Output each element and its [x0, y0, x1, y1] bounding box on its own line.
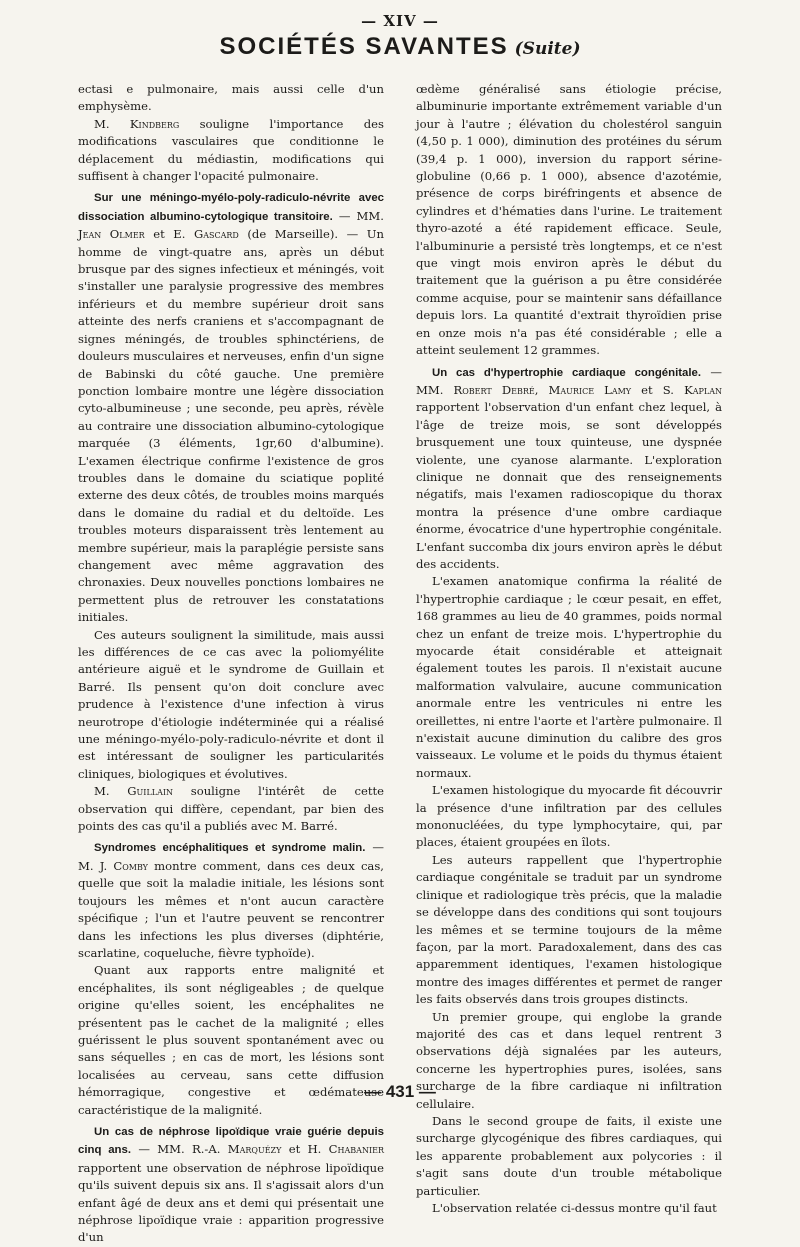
right-column [416, 81, 722, 1217]
paragraph-text: (de Marseille). — Un homme de vingt-quatre ans, après un début brusque par des signes infectieux et méningés, voit s'installer une paralysie progressive des membres inférieurs et du membre supérieur droit sans atteinte des nerfs craniens et s'accompagnant de signes méningés, de troubles sphinctériens, de douleurs musculaires et nerveuses, enfin d'un signe de Babinski du côté gauche. Une première ponction lombaire montre une légère dissociation cyto-albumineuse ; une seconde, peu après, révèle au contraire une dissociation albumino-cytologique marquée (3 éléments, 1gr,60 d'albumine). L'examen électrique confirme l'existence de gros troubles dans le domaine du sciatique poplité externe des deux côtés, de troubles moins marqués dans le domaine du radial et du deltoïde. Les troubles moteurs disparaissent très lentement au membre supérieur, mais la paraplégie persiste sans changement avec même aggravation des chronaxies. Deux nouvelles ponctions lombaires ne permettent plus de retrouver les constatations initiales. [78, 227, 384, 625]
paragraph-text: rapportent l'observation d'un enfant chez lequel, à l'âge de treize mois, se sont développés brusquement une toux quinteuse, une dyspnée violente, une cyanose alarmante. L'exploration clinique ne donnait que des renseignements négatifs, mais l'examen radioscopique du thorax montra la présence d'une ombre cardiaque énorme, évocatrice d'une hypertrophie congénitale. L'enfant succomba dix jours environ après le début des accidents. [416, 400, 722, 571]
author-name: Jean Olmer [78, 227, 145, 242]
author-name: H. Chabanier [307, 1142, 384, 1157]
author-name: S. Kaplan [662, 382, 722, 397]
journal-section-title [0, 33, 800, 63]
section-title-suffix: (Suite) [514, 39, 581, 59]
page-roman-number: — XIV — [361, 12, 439, 30]
section-heading: Syndromes encéphalitiques et syndrome malin. [94, 842, 366, 855]
paragraph [78, 783, 384, 835]
paragraph-text: souligne l'importance des modifications vasculaires que conditionne le déplacement du médiastin, modifications qui suffisent à changer l'opacité pulmonaire. [78, 116, 384, 184]
section-entry: Sur une méningo-myélo-poly-radiculo-névrite avec dissociation albumino-cytologique transitoire. — MM. Jean Olmer et E. Gascard (de Marseille). — Un homme de vingt-quatre ans, après un début brusque par des signes infectieux et méningés, voit s'installer une paralysie progressive des membres inférieurs et du membre supérieur droit sans atteinte des nerfs craniens et s'accompagnant de signes méningés, de troubles sphinctériens, de douleurs musculaires et nerveuses, enfin d'un signe de Babinski du côté gauche. Une première ponction lombaire montre une légère dissociation cyto-albumineuse ; une seconde, peu après, révèle au contraire une dissociation albumino-cytologique marquée (3 éléments, 1gr,60 d'albumine). L'examen électrique confirme l'existence de gros troubles dans le domaine du sciatique poplité externe des deux côtés, de troubles moins marqués dans le domaine du radial et du deltoïde. Les troubles moteurs disparaissent très lentement au membre supérieur, mais la paraplégie persiste sans changement avec même aggravation des chronaxies. Deux nouvelles ponctions lombaires ne permettent plus de retrouver les constatations initiales. [78, 192, 384, 625]
paragraph-text: montre comment, dans ces deux cas, quelle que soit la maladie initiale, les lésions sont toujours les mêmes et n'ont aucun caractère spécifique ; l'un et l'autre peuvent se rencontrer dans les infections les plus diverses (diphtérie, scarlatine, coqueluche, fièvre typhoïde). [78, 858, 384, 960]
paragraph: Les auteurs rappellent que l'hypertrophie cardiaque congénitale se traduit par un syndrome clinique et radiologique très précis, que la maladie se développe dans des conditions qui sont toujours les mêmes et se termine toujours de la même façon, par la mort. Paradoxalement, dans des cas apparemment identiques, l'examen histologique montre des images différentes et permet de ranger les faits observés dans trois groupes distincts. [416, 852, 722, 1007]
section-heading: Sur une méningo-myélo-poly-radiculo-névrite avec dissociation albumino-cytologique transitoire. [78, 192, 384, 223]
author-name: Maurice Lamy [548, 382, 632, 397]
paragraph: œdème généralisé sans étiologie précise, albuminurie importante extrêmement variable d'un jour à l'autre ; élévation du cholestérol sanguin (4,50 p. 1 000), diminution des protéines du sérum (39,4 p. 1 000), inversion du rapport sérine-globuline (0,66 p. 1 000), absence d'azotémie, présence de corps biréfringents et absence de cylindres et d'hématies dans l'urine. Le traitement thyro-azoté a été rapidement efficace. Seule, l'albuminurie a persisté très longtemps, et ce n'est que vingt mois environ après le début du traitement que la guérison a pu être considérée comme acquise, pour se maintenir sans défaillance depuis lors. La quantité d'extrait thyroïdien prise en onze mois n'a pas été considérable ; elle a atteint seulement 12 grammes. [416, 82, 722, 358]
page-header [0, 12, 800, 63]
paragraph: L'examen anatomique confirma la réalité de l'hypertrophie cardiaque ; le cœur pesait, en effet, 168 grammes au lieu de 40 grammes, poids normal chez un enfant de treize mois. L'hypertrophie du myocarde était considérable et atteignait également toutes les parois. Il n'existait aucune malformation valvulaire, aucune communication anormale entre les ventricules ni entre les oreillettes, ni entre l'aorte et l'artère pulmonaire. Il n'existait aucune diminution du calibre des gros vaisseaux. Le volume et le poids du thymus étaient normaux. [416, 574, 722, 780]
author-name: M. Kindberg [94, 116, 180, 131]
section-title-text: SOCIÉTÉS SAVANTES [219, 33, 509, 60]
section-heading: Un cas d'hypertrophie cardiaque congénitale. [432, 366, 702, 379]
author-name: Comby [113, 858, 148, 873]
author-name: R.-A. Marquézy [192, 1142, 282, 1157]
paragraph-text: souligne l'intérêt de cette observation qui diffère, cependant, par bien des points des cas qu'il a publiés avec M. Barré. [78, 784, 385, 834]
paragraph: Ces auteurs soulignent la similitude, mais aussi les différences de ce cas avec la poliomyélite antérieure aiguë et le syndrome de Guillain et Barré. Ils pensent qu'on doit conclure avec prudence à l'existence d'une infection à virus neurotrope d'étiologie indéterminée qui a réalisé une méningo-myélo-poly-radiculo-névrite et dont il est intéressant de souligner les particularités cliniques, biologiques et évolutives. [78, 627, 384, 781]
section-entry: Un cas de néphrose lipoïdique vraie guérie depuis cinq ans. — MM. R.-A. Marquézy et H. Chabanier rapportent une observation de néphrose lipoïdique qu'ils suivent depuis six ans. Il s'agissait alors d'un enfant âgé de deux ans et demi qui présentait une néphrose lipoïdique vraie : apparition progressive d'un [78, 1125, 384, 1245]
section-entry: Un cas d'hypertrophie cardiaque congénitale. — MM. Robert Debré, Maurice Lamy et S. Kaplan rapportent l'observation d'un enfant chez lequel, à l'âge de treize mois, se sont développés brusquement une toux quinteuse, une dyspnée violente, une cyanose alarmante. L'exploration clinique ne donnait que des renseignements négatifs, mais l'examen radioscopique du thorax montra la présence d'une ombre cardiaque énorme, évocatrice d'une hypertrophie congénitale. L'enfant succomba dix jours environ après le début des accidents. [416, 364, 723, 571]
author-name: Robert Debré [453, 382, 535, 397]
paragraph: L'examen histologique du myocarde fit découvrir la présence d'une infiltration par des cellules mononucléées, du type lymphocytaire, qui, par places, étaient groupées en îlots. [416, 783, 722, 850]
paragraph: ectasi e pulmonaire, mais aussi celle d'un emphysème. [78, 82, 384, 114]
page-number: — 431 — [364, 1082, 436, 1101]
section-heading: Un cas de néphrose lipoïdique vraie guérie depuis cinq ans. [78, 1125, 384, 1157]
paragraph: L'observation relatée ci-dessus montre qu'il faut [432, 1201, 717, 1215]
left-column [78, 81, 384, 1247]
paragraph-text: rapportent une observation de néphrose lipoïdique qu'ils suivent depuis six ans. Il s'agissait alors d'un enfant âgé de deux ans et demi qui présentait une néphrose lipoïdique vraie : apparition progressive d'un [78, 1160, 384, 1245]
author-name: E. Gascard [173, 227, 239, 242]
paragraph [78, 116, 384, 186]
section-entry: Syndromes encéphalitiques et syndrome malin. — M. J. Comby montre comment, dans ces deux cas, quelle que soit la maladie initiale, les lésions sont toujours les mêmes et n'ont aucun caractère spécifique ; l'un et l'autre peuvent se rencontrer dans les infections les plus diverses (diphtérie, scarlatine, coqueluche, fièvre typhoïde). [78, 840, 385, 960]
paragraph: Un premier groupe, qui englobe la grande majorité des cas et dans lequel rentrent 3 observations déjà signalées par les auteurs, concerne les hypertrophies pures, isolées, sans surcharge de la fibre cardiaque ni infiltration cellulaire. [416, 1009, 722, 1111]
paragraph: Dans le second groupe de faits, il existe une surcharge glycogénique des fibres cardiaques, qui les apparente probablement aux polycories : il s'agit sans doute d'un trouble métabolique particulier. [416, 1113, 722, 1198]
paragraph: Quant aux rapports entre malignité et encéphalites, ils sont négligeables ; de quelque origine qu'elles soient, les encéphalites ne présentent pas le cachet de la malignité ; elles guérissent le plus souvent spontanément avec ou sans séquelles ; en cas de mort, les lésions sont localisées au cerveau, sans cette diffusion hémorragique, congestive et œdémateuse caractéristique de la malignité. [78, 963, 384, 1117]
author-name: M. Guillain [94, 784, 174, 799]
